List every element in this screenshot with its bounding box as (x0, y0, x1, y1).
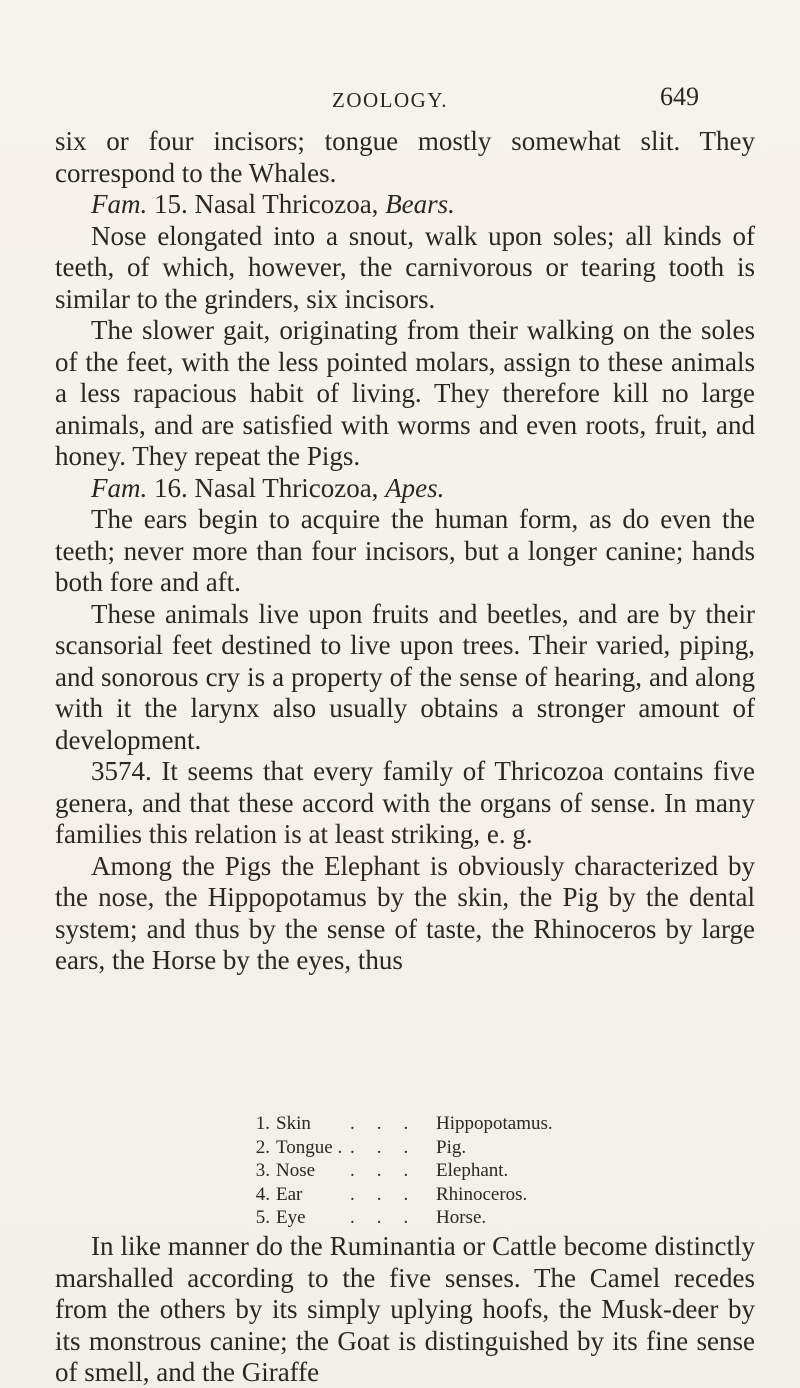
table-row (248, 1206, 748, 1230)
fam-number: 16. Nasal Thricozoa, (147, 472, 386, 503)
paragraph-ruminantia: In like manner do the Ruminantia or Cattle become distinctly marshalled according to the five senses. The Camel recedes from the others by its simply uplying hoofs, the Musk-deer by its monstrous canine; the Goat is distinguished by its fine sense of smell, and the Giraffe (55, 1231, 755, 1387)
table-row (248, 1136, 748, 1160)
row-animal: Horse. (436, 1207, 487, 1228)
row-animal: Elephant. (436, 1160, 509, 1181)
row-sense: Nose (276, 1160, 316, 1181)
senses-table (248, 1112, 748, 1230)
row-leader-dots: ... (350, 1136, 431, 1158)
row-animal: Pig. (436, 1136, 467, 1158)
table-row (248, 1159, 748, 1183)
fam-name: Bears. (385, 189, 455, 219)
paragraph-3574: 3574. It seems that every family of Thricozoa contains five genera, and that these accord with the organs of sense. In many families this relation is at least striking, e. g. (55, 756, 755, 849)
row-leader-dots: ... (350, 1113, 431, 1134)
paragraph-whales: six or four incisors; tongue mostly somewhat slit. They correspond to the Whales. (55, 126, 755, 188)
body-text-continued (55, 1231, 755, 1388)
paragraph-bears-description: Nose elongated into a snout, walk upon soles; all kinds of teeth, of which, however, the carnivorous or tearing tooth is similar to the grinders, six incisors. (55, 220, 755, 314)
paragraph-bears-habits: The slower gait, originating from their walking on the soles of the feet, with the less pointed molars, assign to these animals a less rapacious habit of living. They therefore kill no large animals, and are satisfied with worms and even roots, fruit, and honey. They repeat the Pigs. (55, 315, 755, 471)
table-row (248, 1112, 748, 1136)
paragraph-pigs: Among the Pigs the Elephant is obviously characterized by the nose, the Hippopotamus by the skin, the Pig by the dental system; and thus by the sense of taste, the Rhinoceros by large ears, the Horse by the eyes, thus (55, 850, 755, 975)
row-number: 3. (255, 1160, 270, 1181)
row-sense: Skin (276, 1113, 311, 1134)
table-row (248, 1183, 748, 1207)
paragraph-apes-description: The ears begin to acquire the human form, as do even the teeth; never more than four incisors, but a longer canine; hands both fore and aft. (55, 504, 755, 597)
row-number: 1. (255, 1113, 270, 1134)
page-number: 649 (660, 82, 699, 111)
row-number: 5. (255, 1207, 270, 1228)
row-number: 4. (255, 1183, 270, 1205)
running-head: ZOOLOGY. (332, 88, 449, 112)
paragraph-apes-habits: These animals live upon fruits and beetles, and are by their scansorial feet destined to live upon trees. Their varied, piping, and sonorous cry is a property of the sense of hearing, and along with it the larynx also usually obtains a stronger amount of development. (55, 598, 755, 755)
fam-label: Fam. (91, 472, 148, 503)
family-15-heading (55, 189, 755, 221)
row-animal: Hippopotamus. (436, 1113, 553, 1134)
row-leader-dots: ... (350, 1160, 431, 1181)
row-sense: Ear (276, 1183, 303, 1205)
fam-name: Apes. (385, 472, 445, 503)
row-number: 2. (255, 1136, 270, 1158)
fam-number: 15. Nasal Thricozoa, (147, 189, 386, 219)
row-sense: Eye (276, 1207, 306, 1228)
row-sense: Tongue . (276, 1136, 343, 1158)
family-16-heading (55, 473, 755, 505)
row-leader-dots: ... (350, 1183, 431, 1205)
fam-label: Fam. (91, 189, 148, 219)
row-animal: Rhinoceros. (436, 1183, 528, 1205)
body-text (55, 126, 755, 977)
page-header (0, 82, 800, 118)
row-leader-dots: ... (350, 1207, 431, 1228)
